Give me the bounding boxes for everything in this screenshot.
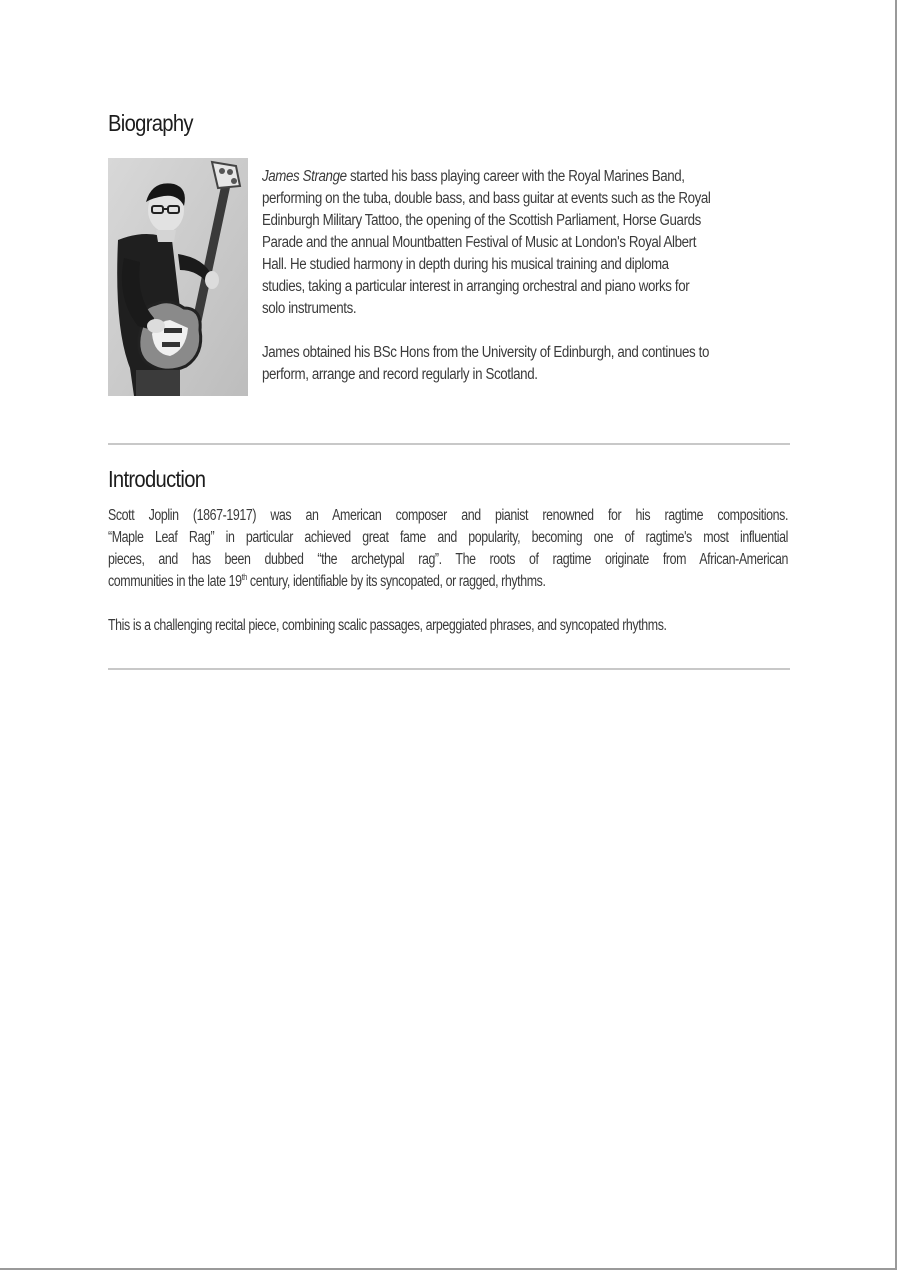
author-photo-illustration: [108, 158, 248, 396]
biography-p1-line: studies, taking a particular interest in arranging orchestral and piano works for: [262, 278, 690, 295]
biography-p1-line: Hall. He studied harmony in depth during his musical training and diploma: [262, 256, 669, 273]
introduction-p1-line: Scott Joplin (1867-1917) was an American composer and pianist renowned for his ragtime compositions.: [108, 507, 788, 524]
biography-p2-line: James obtained his BSc Hons from the University of Edinburgh, and continues to: [262, 344, 709, 361]
section-divider: [108, 443, 790, 445]
biography-p1-line: performing on the tuba, double bass, and bass guitar at events such as the Royal: [262, 190, 711, 207]
introduction-heading: Introduction: [108, 466, 206, 492]
paragraph-gap: [108, 593, 790, 615]
biography-p1-line: James Strange started his bass playing career with the Royal Marines Band,: [262, 168, 685, 185]
introduction-p1-line: “Maple Leaf Rag” in particular achieved great fame and popularity, becoming one of ragtime's most influential: [108, 529, 788, 546]
page-content: [108, 110, 790, 670]
biography-p2-line: perform, arrange and record regularly in Scotland.: [262, 366, 538, 383]
biography-heading: Biography: [108, 110, 193, 136]
biography-p1-line: Edinburgh Military Tattoo, the opening of the Scottish Parliament, Horse Guards: [262, 212, 701, 229]
section-divider: [108, 668, 790, 670]
biography-p1-line: Parade and the annual Mountbatten Festival of Music at London's Royal Albert: [262, 234, 697, 251]
author-name: James Strange: [262, 168, 347, 185]
paragraph-gap: [262, 320, 792, 342]
biography-p1-line: solo instruments.: [262, 300, 357, 317]
biography-text: [262, 166, 792, 386]
biography-section: [108, 158, 790, 396]
author-photo: [108, 158, 248, 396]
introduction-text: [108, 505, 790, 637]
introduction-p2-line: This is a challenging recital piece, combining scalic passages, arpeggiated phrases, and syncopated rhythms.: [108, 617, 667, 634]
introduction-p1-line: communities in the late 19th century, identifiable by its syncopated, or ragged, rhythms.: [108, 571, 546, 590]
introduction-p1-line: pieces, and has been dubbed “the archetypal rag”. The roots of ragtime originate from African-American: [108, 551, 788, 568]
